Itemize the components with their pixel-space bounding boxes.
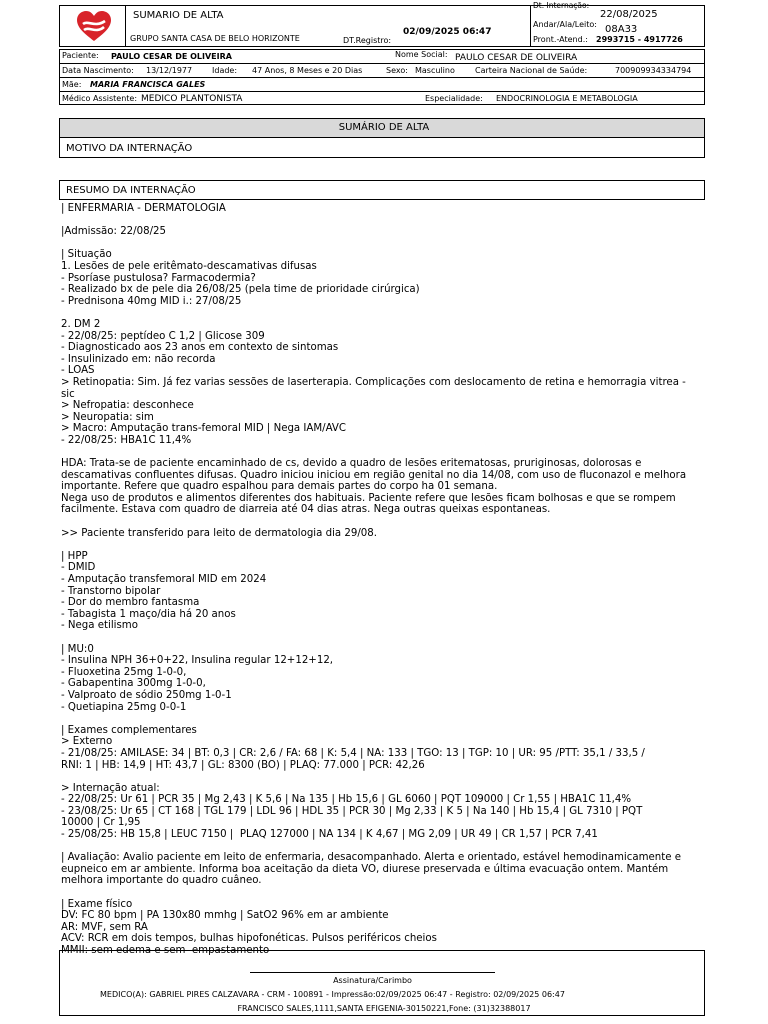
especialidade-value: ENDOCRINOLOGIA E METABOLOGIA xyxy=(496,94,638,103)
resumo-line: sic xyxy=(61,388,75,400)
idade-label: Idade: xyxy=(212,66,238,75)
resumo-line: - LOAS xyxy=(61,365,95,377)
resumo-line: - Prednisona 40mg MID i.: 27/08/25 xyxy=(61,295,242,307)
logo xyxy=(75,9,113,43)
nascimento-label: Data Nascimento: xyxy=(62,66,134,75)
resumo-line: - Nega etilismo xyxy=(61,620,138,632)
resumo-line: > Neuropatia: sim xyxy=(61,411,154,423)
resumo-line xyxy=(61,307,706,319)
footer-address-line: FRANCISCO SALES,1111,SANTA EFIGENIA-30150221,Fone: (31)32388017 xyxy=(237,1004,531,1013)
resumo-line: > Externo xyxy=(61,736,113,748)
resumo-line: - Amputação transfemoral MID em 2024 xyxy=(61,574,267,585)
resumo-line: descamativas confluentes difusas. Quadro iniciou iniciou em região genital no dia 14/08, com uso de fluconazol e melhora xyxy=(61,469,687,481)
patient-row-divider xyxy=(59,77,705,78)
registro-label: DT.Registro: xyxy=(343,36,392,45)
resumo-line: - Dor do membro fantasma xyxy=(61,597,200,609)
medico-value: MEDICO PLANTONISTA xyxy=(141,94,243,104)
resumo-line xyxy=(61,771,706,783)
santa-casa-logo-icon xyxy=(75,9,113,43)
internacao-label: Dt. Internação: xyxy=(533,1,590,10)
resumo-line: MMII: sem edema e sem empastamento xyxy=(61,945,270,956)
resumo-line: - Quetiapina 25mg 0-0-1 xyxy=(61,701,187,713)
mae-label: Mãe: xyxy=(62,80,82,89)
resumo-line: ACV: RCR em dois tempos, bulhas hipofonéticas. Pulsos periféricos cheios xyxy=(61,933,437,945)
registro-datetime: 02/09/2025 06:47 xyxy=(403,27,492,37)
resumo-line: - 25/08/25: HB 15,8 | LEUC 7150 | PLAQ 127000 | NA 134 | K 4,67 | MG 2,09 | UR 49 | CR 1,57 | PCR 7,41 xyxy=(61,829,598,841)
mae-value: MARIA FRANCISCA GALES xyxy=(90,80,206,89)
paciente-label: Paciente: xyxy=(62,51,99,60)
pront-value: 2993715 - 4917726 xyxy=(596,35,683,44)
resumo-line: - Diagnosticado aos 23 anos em contexto de sintomas xyxy=(61,342,339,354)
resumo-line: | Avaliação: Avalio paciente em leito de enfermaria, desacompanhado. Alerta e orientado, estável hemodinamicamente e xyxy=(61,852,681,864)
resumo-line: |Admissão: 22/08/25 xyxy=(61,226,166,238)
footer-doctor-line: MEDICO(A): GABRIEL PIRES CALZAVARA - CRM - 100891 - Impressão:02/09/2025 06:47 - Registro: 02/09/2025 06:47 xyxy=(100,990,565,999)
resumo-line xyxy=(61,539,706,551)
resumo-line: - Realizado bx de pele dia 26/08/25 (pela time de prioridade cirúrgica) xyxy=(61,284,420,296)
nascimento-value: 13/12/1977 xyxy=(146,66,193,75)
resumo-title: RESUMO DA INTERNAÇÃO xyxy=(66,185,196,196)
resumo-line: Nega uso de produtos e alimentos diferentes dos habituais. Paciente refere que lesões ficam bolhosas e que se rompem xyxy=(61,492,676,504)
sexo-label: Sexo: xyxy=(386,66,408,75)
resumo-line: - Tabagista 1 maço/dia há 20 anos xyxy=(61,608,236,620)
resumo-line: eupneico em ar ambiente. Informa boa aceitação da dieta VO, diurese preservada e última evacuação ontem. Mantém xyxy=(61,863,669,875)
resumo-line: - Transtorno bipolar xyxy=(61,585,161,597)
resumo-line: - 22/08/25: peptídeo C 1,2 | Glicose 309 xyxy=(61,330,265,342)
resumo-line: facilmente. Estava com quadro de diarreia até 04 dias atras. Nega outras queixas espontaneas. xyxy=(61,504,551,516)
pront-label: Pront.-Atend.: xyxy=(533,35,588,44)
nome-social-label: Nome Social: xyxy=(395,50,448,59)
andar-label: Andar/Ala/Leito: xyxy=(533,20,597,29)
resumo-line: 1. Lesões de pele eritêmato-descamativas difusas xyxy=(61,260,317,272)
resumo-line: 10000 | Cr 1,95 xyxy=(61,817,141,829)
document-title: SUMARIO DE ALTA xyxy=(133,10,224,21)
institution-name: GRUPO SANTA CASA DE BELO HORIZONTE xyxy=(130,34,300,43)
resumo-line xyxy=(61,887,706,899)
resumo-line: HDA: Trata-se de paciente encaminhado de cs, devido a quadro de lesões eritematosas, pruriginosas, dolorosas e xyxy=(61,458,642,470)
resumo-line: AR: MVF, sem RA xyxy=(61,921,148,933)
resumo-line xyxy=(61,841,706,853)
resumo-line: - Psoríase pustulosa? Farmacodermia? xyxy=(61,272,256,284)
nome-social-value: PAULO CESAR DE OLIVEIRA xyxy=(455,53,578,63)
resumo-line: - Fluoxetina 25mg 1-0-0, xyxy=(61,666,187,678)
resumo-line: 2. DM 2 xyxy=(61,318,101,330)
resumo-line: | Situação xyxy=(61,249,112,261)
sexo-value: Masculino xyxy=(415,66,455,75)
resumo-line: DV: FC 80 bpm | PA 130x80 mmhg | SatO2 96% em ar ambiente xyxy=(61,910,389,922)
resumo-line: >> Paciente transferido para leito de dermatologia dia 29/08. xyxy=(61,527,377,539)
especialidade-label: Especialidade: xyxy=(425,94,483,103)
resumo-line: - 22/08/25: HBA1C 11,4% xyxy=(61,434,192,446)
medico-label: Médico Assistente: xyxy=(62,94,138,103)
resumo-line xyxy=(61,215,706,227)
resumo-line: | HPP xyxy=(61,550,88,562)
resumo-line: | MU:0 xyxy=(61,643,94,655)
resumo-line: | Exames complementares xyxy=(61,724,197,736)
resumo-line: - 21/08/25: AMILASE: 34 | BT: 0,3 | CR: 2,6 / FA: 68 | K: 5,4 | NA: 133 | TGO: 13 | TGP: 10 | UR: 95 /PTT: 35,1 / 33,5 / xyxy=(61,747,645,759)
resumo-line: RNI: 1 | HB: 14,9 | HT: 43,7 | GL: 8300 (BO) | PLAQ: 77.000 | PCR: 42,26 xyxy=(61,759,425,771)
resumo-line xyxy=(61,713,706,725)
patient-row-divider xyxy=(59,63,705,64)
resumo-line: - Insulina NPH 36+0+22, Insulina regular 12+12+12, xyxy=(61,655,334,667)
resumo-line: importante. Refere que quadro espalhou para demais partes do corpo ha 01 semana. xyxy=(61,481,498,493)
resumo-line: > Macro: Amputação trans-femoral MID | Nega IAM/AVC xyxy=(61,423,347,435)
andar-value: 08A33 xyxy=(605,24,638,35)
header-divider-right xyxy=(530,5,531,47)
patient-row-divider xyxy=(59,91,705,92)
resumo-line xyxy=(61,238,706,250)
motivo-title: MOTIVO DA INTERNAÇÃO xyxy=(66,143,193,154)
idade-value: 47 Anos, 8 Meses e 20 Dias xyxy=(252,66,363,75)
resumo-line: - Valproato de sódio 250mg 1-0-1 xyxy=(61,689,232,701)
signature-label: Assinatura/Carimbo xyxy=(333,976,412,985)
resumo-line: - 22/08/25: Ur 61 | PCR 35 | Mg 2,43 | K 5,6 | Na 135 | Hb 15,6 | GL 6060 | PQT 109000 | Cr 1,55 | HBA1C 11,4% xyxy=(61,794,632,806)
resumo-line xyxy=(61,632,706,644)
resumo-line: - DMID xyxy=(61,562,96,574)
signature-line xyxy=(250,972,495,973)
resumo-line: - Insulinizado em: não recorda xyxy=(61,353,216,365)
resumo-line: | Exame físico xyxy=(61,898,133,910)
resumo-line: > Retinopatia: Sim. Já fez varias sessões de laserterapia. Complicações com deslocamento de retina e hemorragia vitrea - xyxy=(61,376,686,388)
resumo-line xyxy=(61,446,706,458)
resumo-line: > Internação atual: xyxy=(61,782,160,794)
resumo-body xyxy=(61,203,706,957)
cns-label: Carteira Nacional de Saúde: xyxy=(475,66,588,75)
internacao-date: 22/08/2025 xyxy=(600,9,658,20)
resumo-line: - Gabapentina 300mg 1-0-0, xyxy=(61,678,206,690)
sumario-title: SUMÁRIO DE ALTA xyxy=(338,122,430,133)
paciente-value: PAULO CESAR DE OLIVEIRA xyxy=(111,52,232,61)
resumo-line xyxy=(61,516,706,528)
resumo-line: > Nefropatia: desconhece xyxy=(61,400,194,412)
resumo-line: - 23/08/25: Ur 65 | CT 168 | TGL 179 | LDL 96 | HDL 35 | PCR 30 | Mg 2,33 | K 5 | Na 140 | Hb 15,4 | GL 7310 | PQT xyxy=(61,805,643,817)
cns-value: 700909934334794 xyxy=(615,66,692,75)
resumo-line: melhora importante do quadro cuâneo. xyxy=(61,875,262,887)
header-divider-logo xyxy=(125,5,126,47)
resumo-line: | ENFERMARIA - DERMATOLOGIA xyxy=(61,203,226,214)
